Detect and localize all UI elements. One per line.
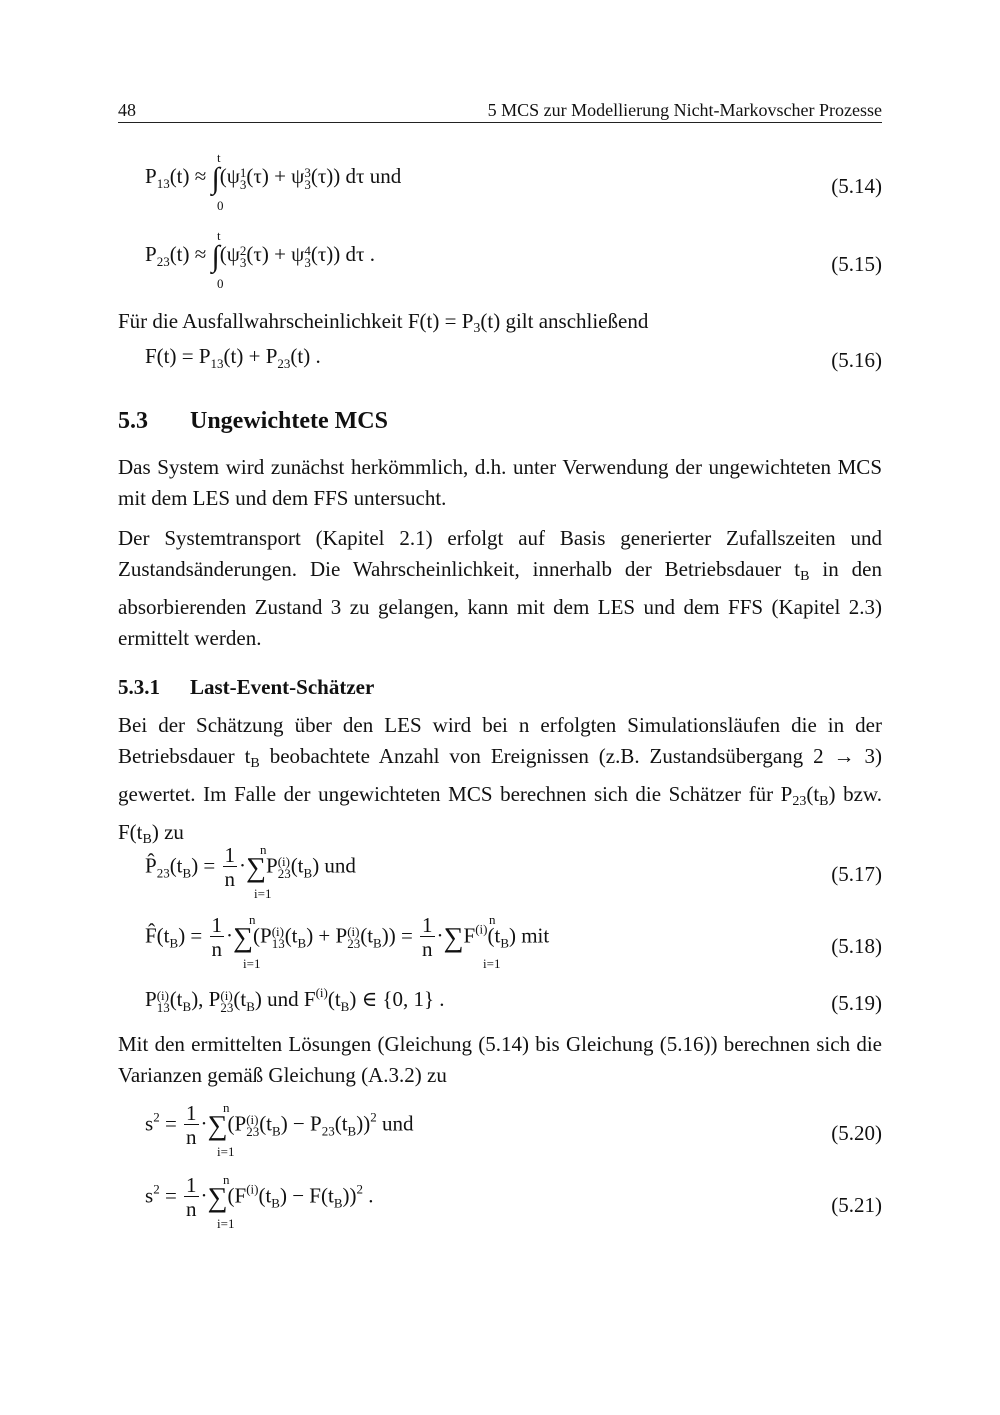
sum-lower-limit: i=1 [243, 956, 261, 971]
equation-number: (5.16) [831, 348, 882, 372]
sum-sign: ∑ [207, 1182, 228, 1214]
fraction: $\frac{1}{n}$ [186, 1173, 197, 1221]
section-heading [118, 408, 388, 435]
paragraph: Das System wird zunächst herkömmlich, d.h. unter Verwendung der ungewichteten MCS mit dem LES und dem FFS untersucht. [118, 455, 882, 510]
subsection-heading [118, 675, 374, 700]
equation-number: (5.18) [831, 934, 882, 958]
running-title: 5 MCS zur Modellierung Nicht-Markovscher Prozesse [487, 100, 882, 120]
paragraph: Bei der Schätzung über den LES wird bei n erfolgten Simulationsläufen die in der Betriebsdauer tB beobachtete Anzahl von Ereignissen (z.B. Zustandsübergang 2 → 3) gewertet. Im Falle der ungewichteten MCS berechnen sich die Schätzer für P23(tB) bzw. F(tB) zu [118, 713, 883, 847]
equation-5-19: P(i) $13(t_B)$, P(i) $23(t_B)$ und $F^{(i)}(t_B)$ ∈ {0, 1} . [145, 985, 445, 1015]
sum-upper-limit: n [249, 912, 256, 927]
sum-sign: ∑ [443, 922, 464, 954]
integral-upper-limit: t [217, 150, 221, 165]
sum-sign: ∑ [233, 922, 253, 954]
integral-lower-limit: 0 [217, 198, 224, 213]
sum-lower-limit: i=1 [254, 886, 272, 901]
paragraph: Mit den ermittelten Lösungen (Gleichung (5.14) bis Gleichung (5.16)) berechnen sich die Varianzen gemäß Gleichung (A.3.2) zu [118, 1032, 882, 1087]
equation-number: (5.21) [831, 1193, 882, 1217]
section-number: 5.3 [118, 408, 148, 434]
integral-sign: ∫ [211, 240, 220, 273]
equation-number: (5.19) [831, 991, 882, 1015]
subsection-number: 5.3.1 [118, 675, 160, 699]
running-header [118, 100, 882, 123]
equation-5-16: $F(t) = P_{13}(t) + P_{23}(t)$ . [145, 344, 321, 371]
subsection-title: Last-Event-Schätzer [190, 675, 375, 699]
page-number: 48 [118, 100, 136, 120]
sum-sign: ∑ [246, 852, 266, 884]
section-title: Ungewichtete MCS [190, 408, 388, 434]
fraction: $\frac{1}{n}$ [422, 913, 433, 961]
fraction: $\frac{1}{n}$ [211, 913, 223, 961]
paragraph: Für die Ausfallwahrscheinlichkeit F(t) = P3(t) gilt anschließend [118, 309, 649, 336]
equation-number: (5.17) [831, 862, 882, 886]
integral-upper-limit: t [217, 228, 221, 243]
integral-sign: ∫ [211, 162, 220, 195]
sum-sign: ∑ [207, 1110, 228, 1142]
fraction: $\frac{1}{n}$ [224, 843, 236, 891]
sum-lower-limit: i=1 [483, 956, 501, 971]
sum-upper-limit: n [223, 1100, 230, 1115]
paragraph: Der Systemtransport (Kapitel 2.1) erfolgt auf Basis generierter Zufallszeiten und Zustandsänderungen. Die Wahrscheinlichkeit, innerhalb der Betriebsdauer tB in den absorbierenden Zustand 3 zu gelangen, kann mit dem LES und dem FFS (Kapitel 2.3) ermittelt werden. [118, 526, 882, 650]
equation-number: (5.14) [831, 174, 882, 198]
sum-upper-limit: n [223, 1172, 230, 1187]
equation-number: (5.15) [831, 252, 882, 276]
equation-number: (5.20) [831, 1121, 882, 1145]
integral-lower-limit: 0 [217, 276, 224, 291]
sum-upper-limit: n [489, 912, 496, 927]
sum-upper-limit: n [260, 842, 267, 857]
sum-lower-limit: i=1 [217, 1216, 235, 1231]
fraction: $\frac{1}{n}$ [186, 1101, 197, 1149]
sum-lower-limit: i=1 [217, 1144, 235, 1159]
